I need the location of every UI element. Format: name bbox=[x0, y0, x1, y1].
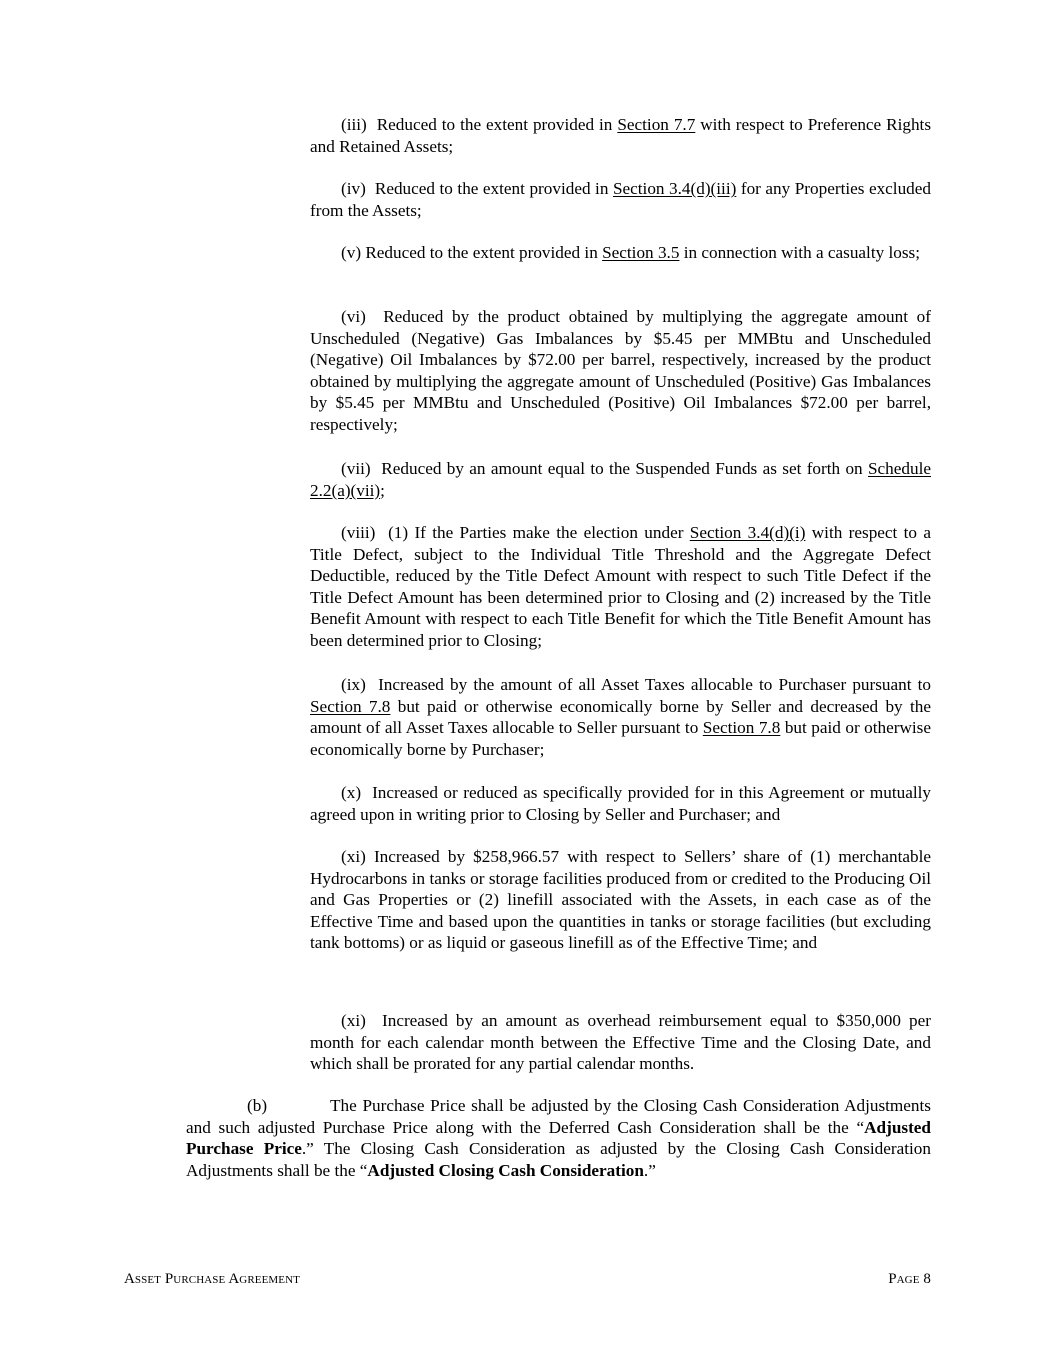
clause-text: for any Properties excluded from the Assets; bbox=[310, 179, 931, 220]
clause-xi-overhead bbox=[310, 1010, 931, 1075]
section-number: (b) bbox=[247, 1096, 268, 1115]
schedule-reference-link[interactable]: Schedule 2.2(a)(vii) bbox=[310, 459, 931, 500]
clause-text: Reduced to the extent provided in bbox=[365, 243, 603, 262]
clause-viii bbox=[310, 522, 931, 652]
clause-number: (iv) bbox=[341, 179, 366, 198]
clause-number: (ix) bbox=[341, 675, 366, 694]
footer-document-title: Asset Purchase Agreement bbox=[124, 1271, 300, 1287]
footer-page-number: Page 8 bbox=[888, 1271, 931, 1287]
clause-text: (1) If the Parties make the election under bbox=[388, 523, 690, 542]
clause-iii bbox=[310, 114, 931, 157]
clause-vii bbox=[310, 458, 931, 501]
clause-text: Reduced by an amount equal to the Suspended Funds as set forth on bbox=[381, 459, 868, 478]
clause-text: but paid or otherwise economically borne by Purchaser; bbox=[310, 718, 931, 759]
clause-xi-hydrocarbons bbox=[310, 846, 931, 954]
clause-text: with respect to a Title Defect, subject to the Individual Title Threshold and the Aggregate Defect Deductible, reduced by the Title Defect Amount with respect to such Title Defect if the Title Defect Amount has been determined prior to Closing and (2) increased by the Title Benefit Amount with respect to each Title Benefit for which the Title Benefit Amount has been determined prior to Closing; bbox=[310, 523, 931, 650]
clause-text: Increased by an amount as overhead reimbursement equal to $350,000 per month for each calendar month between the Effective Time and the Closing Date, and which shall be prorated for any partial calendar months. bbox=[310, 1011, 932, 1074]
defined-term: Adjusted Closing Cash Consideration bbox=[367, 1160, 644, 1180]
clause-number: (viii) bbox=[341, 523, 376, 542]
section-reference-link[interactable]: Section 7.8 bbox=[310, 696, 391, 716]
clause-number: (vi) bbox=[341, 307, 366, 326]
section-b bbox=[186, 1095, 931, 1181]
section-reference-link[interactable]: Section 3.5 bbox=[602, 243, 680, 262]
clause-number: (xi) bbox=[341, 847, 366, 866]
clause-number: (vii) bbox=[341, 459, 371, 478]
section-text: The Purchase Price shall be adjusted by the Closing Cash Consideration Adjustments and such adjusted Purchase Price along with the Deferred Cash Consideration shall be the “ bbox=[186, 1096, 931, 1137]
clause-text: Increased or reduced as specifically provided for in this Agreement or mutually agreed upon in writing prior to Closing by Seller and Purchaser; and bbox=[310, 783, 931, 824]
clause-text: in connection with a casualty loss; bbox=[679, 243, 921, 262]
clause-text: ; bbox=[380, 480, 385, 500]
clause-text: with respect to Preference Rights and Retained Assets; bbox=[310, 115, 932, 156]
clause-x bbox=[310, 782, 931, 825]
section-text: .” bbox=[643, 1160, 656, 1180]
section-reference-link[interactable]: Section 3.4(d)(iii) bbox=[612, 179, 737, 198]
defined-term: Adjusted Purchase Price bbox=[186, 1117, 931, 1159]
clause-iv bbox=[310, 178, 931, 221]
section-reference-link[interactable]: Section 7.7 bbox=[617, 115, 696, 134]
clause-ix bbox=[310, 674, 931, 760]
clause-number: (xi) bbox=[341, 1011, 366, 1030]
section-reference-link[interactable]: Section 7.8 bbox=[702, 718, 781, 738]
clause-number: (x) bbox=[341, 783, 362, 802]
clause-text: Reduced by the product obtained by multiplying the aggregate amount of Unscheduled (Negative) Gas Imbalances by $5.45 per MMBtu and Unscheduled (Negative) Oil Imbalances by $72.00 per barrel, respectively, increased by the product obtained by multiplying the aggregate amount of Unscheduled (Positive) Gas Imbalances by $5.45 per MMBtu and Unscheduled (Positive) Oil Imbalances $72.00 per barrel, respectively; bbox=[310, 307, 931, 434]
clause-text: but paid or otherwise economically borne by Seller and decreased by the amount of all Asset Taxes allocable to Seller pursuant to bbox=[310, 696, 931, 738]
clause-v bbox=[310, 242, 931, 264]
clause-text: Increased by the amount of all Asset Taxes allocable to Purchaser pursuant to bbox=[378, 675, 931, 694]
clause-number: (v) bbox=[341, 243, 362, 262]
clause-text: Reduced to the extent provided in bbox=[376, 115, 618, 134]
section-reference-link[interactable]: Section 3.4(d)(i) bbox=[689, 523, 806, 542]
clause-vi bbox=[310, 306, 931, 436]
clause-text: Increased by $258,966.57 with respect to Sellers’ share of (1) merchantable Hydrocarbons in tanks or storage facilities produced from or credited to the Producing Oil and Gas Properties or (2) linefill associated with the Assets, in each case as of the Effective Time and based upon the quantities in tanks or storage facilities (but excluding tank bottoms) or as liquid or gaseous linefill as of the Effective Time; and bbox=[310, 847, 931, 953]
clause-text: Reduced to the extent provided in bbox=[374, 179, 613, 198]
clause-number: (iii) bbox=[341, 115, 367, 134]
section-text: .” The Closing Cash Consideration as adjusted by the Closing Cash Consideration Adjustments shall be the “ bbox=[186, 1139, 931, 1180]
